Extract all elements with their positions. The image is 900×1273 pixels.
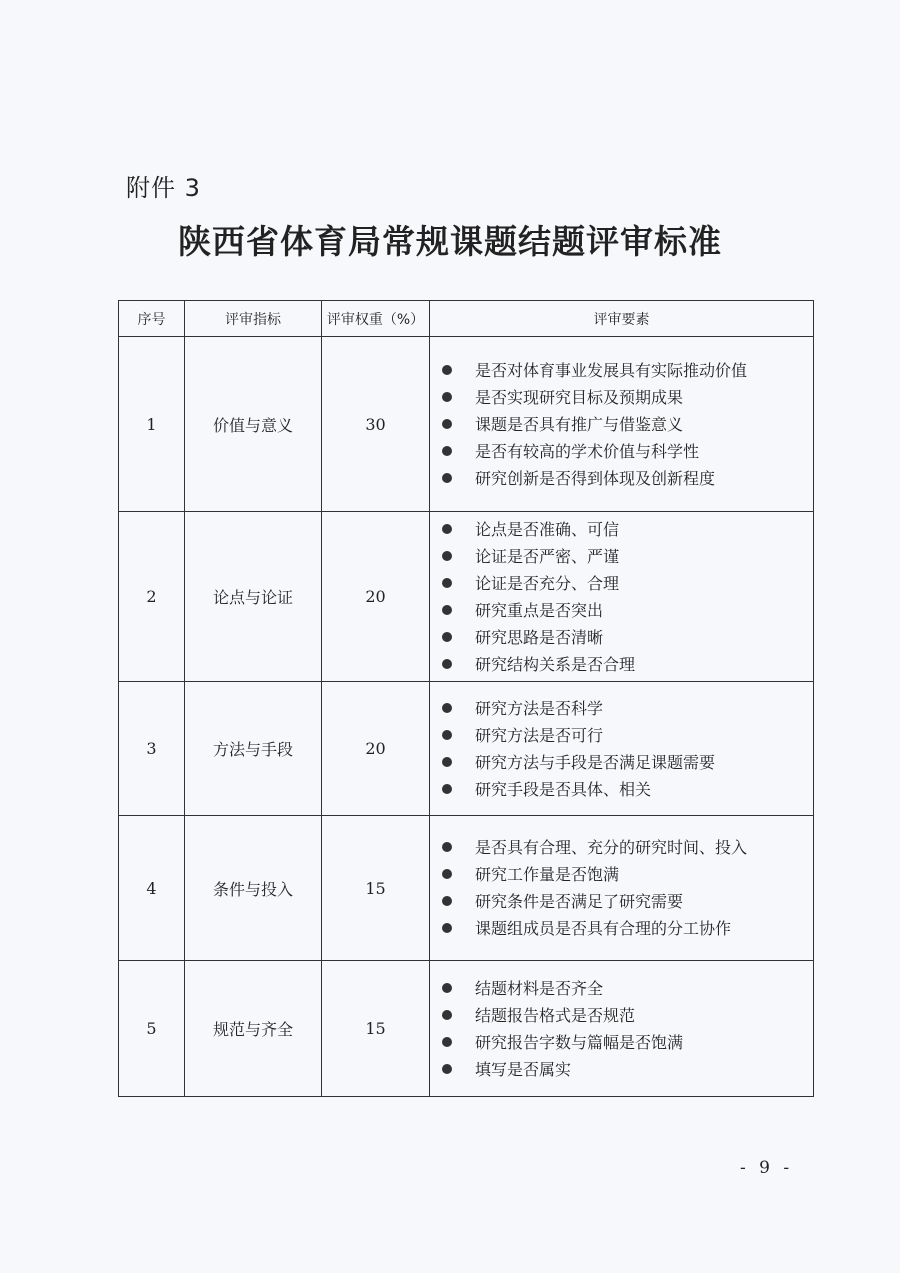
element-text: 填写是否属实	[475, 1059, 572, 1079]
element-text: 研究创新是否得到体现及创新程度	[475, 468, 716, 488]
row-elements	[430, 512, 814, 682]
row-elements	[430, 337, 814, 512]
table-row	[119, 337, 814, 512]
bullet-icon	[442, 869, 452, 879]
list-item	[438, 516, 813, 543]
bullet-icon	[442, 446, 452, 456]
list-item	[438, 1029, 813, 1056]
elements-list	[438, 357, 813, 492]
row-indicator: 方法与手段	[185, 682, 322, 816]
row-elements	[430, 961, 814, 1097]
element-text: 研究工作量是否饱满	[475, 865, 620, 884]
row-indicator: 论点与论证	[185, 512, 322, 682]
list-item	[438, 543, 813, 570]
bullet-icon	[442, 1010, 452, 1020]
list-item	[438, 695, 813, 722]
bullet-icon	[442, 524, 452, 534]
list-item	[438, 438, 813, 465]
list-item	[438, 384, 813, 411]
bullet-icon	[442, 730, 452, 740]
element-text: 研究结构关系是否合理	[475, 654, 636, 674]
attachment-label: 附件 3	[126, 174, 201, 202]
element-text: 研究条件是否满足了研究需要	[475, 892, 684, 911]
list-item	[438, 411, 813, 438]
list-item	[438, 624, 813, 651]
bullet-icon	[442, 1037, 452, 1047]
row-number: 4	[119, 816, 185, 961]
element-text: 是否对体育事业发展具有实际推动价值	[475, 360, 748, 380]
element-text: 结题报告格式是否规范	[475, 1005, 636, 1025]
elements-list	[438, 516, 813, 678]
row-indicator: 条件与投入	[185, 816, 322, 961]
list-item	[438, 888, 813, 915]
row-weight: 15	[322, 961, 430, 1097]
bullet-icon	[442, 419, 452, 429]
element-text: 是否具有合理、充分的研究时间、投入	[475, 838, 748, 857]
bullet-icon	[442, 896, 452, 906]
list-item	[438, 722, 813, 749]
row-weight: 30	[322, 337, 430, 512]
bullet-icon	[442, 605, 452, 615]
bullet-icon	[442, 923, 452, 933]
element-text: 研究方法是否科学	[475, 698, 604, 718]
header-elements: 评审要素	[430, 301, 814, 337]
bullet-icon	[442, 784, 452, 794]
element-text: 研究手段是否具体、相关	[475, 779, 652, 799]
header-indicator: 评审指标	[185, 301, 322, 337]
bullet-icon	[442, 578, 452, 588]
bullet-icon	[442, 551, 452, 561]
list-item	[438, 861, 813, 888]
row-weight: 20	[322, 512, 430, 682]
table-row	[119, 816, 814, 961]
row-number: 2	[119, 512, 185, 682]
element-text: 研究重点是否突出	[475, 600, 604, 620]
element-text: 研究报告字数与篇幅是否饱满	[475, 1032, 684, 1052]
list-item	[438, 651, 813, 678]
elements-list	[438, 695, 813, 803]
table-row	[119, 682, 814, 816]
list-item	[438, 1056, 813, 1083]
list-item	[438, 749, 813, 776]
row-indicator: 价值与意义	[185, 337, 322, 512]
bullet-icon	[442, 365, 452, 375]
elements-list	[438, 975, 813, 1083]
bullet-icon	[442, 392, 452, 402]
bullet-icon	[442, 703, 452, 713]
list-item	[438, 357, 813, 384]
element-text: 研究思路是否清晰	[475, 627, 604, 647]
bullet-icon	[442, 632, 452, 642]
element-text: 论证是否充分、合理	[475, 573, 620, 593]
header-weight: 评审权重（%）	[322, 301, 430, 337]
list-item	[438, 465, 813, 492]
table-row	[119, 961, 814, 1097]
element-text: 课题组成员是否具有合理的分工协作	[475, 919, 732, 938]
element-text: 论证是否严密、严谨	[475, 546, 620, 566]
bullet-icon	[442, 983, 452, 993]
row-weight: 20	[322, 682, 430, 816]
bullet-icon	[442, 473, 452, 483]
elements-list	[438, 834, 813, 942]
row-weight: 15	[322, 816, 430, 961]
page-number: - 9 -	[740, 1158, 794, 1178]
bullet-icon	[442, 757, 452, 767]
bullet-icon	[442, 842, 452, 852]
row-elements	[430, 682, 814, 816]
row-elements	[430, 816, 814, 961]
row-indicator: 规范与齐全	[185, 961, 322, 1097]
table-row	[119, 512, 814, 682]
list-item	[438, 975, 813, 1002]
element-text: 研究方法是否可行	[475, 725, 604, 745]
list-item	[438, 834, 813, 861]
table-header-row	[119, 301, 814, 337]
element-text: 课题是否具有推广与借鉴意义	[475, 414, 684, 434]
element-text: 是否实现研究目标及预期成果	[475, 387, 684, 407]
review-criteria-table	[118, 300, 814, 1097]
list-item	[438, 570, 813, 597]
list-item	[438, 776, 813, 803]
row-number: 3	[119, 682, 185, 816]
element-text: 是否有较高的学术价值与科学性	[475, 441, 700, 461]
bullet-icon	[442, 659, 452, 669]
document-title: 陕西省体育局常规课题结题评审标准	[178, 222, 722, 261]
list-item	[438, 915, 813, 942]
element-text: 结题材料是否齐全	[475, 978, 604, 998]
header-no: 序号	[119, 301, 185, 337]
row-number: 1	[119, 337, 185, 512]
row-number: 5	[119, 961, 185, 1097]
element-text: 研究方法与手段是否满足课题需要	[475, 752, 716, 772]
list-item	[438, 1002, 813, 1029]
bullet-icon	[442, 1064, 452, 1074]
list-item	[438, 597, 813, 624]
element-text: 论点是否准确、可信	[475, 519, 620, 539]
